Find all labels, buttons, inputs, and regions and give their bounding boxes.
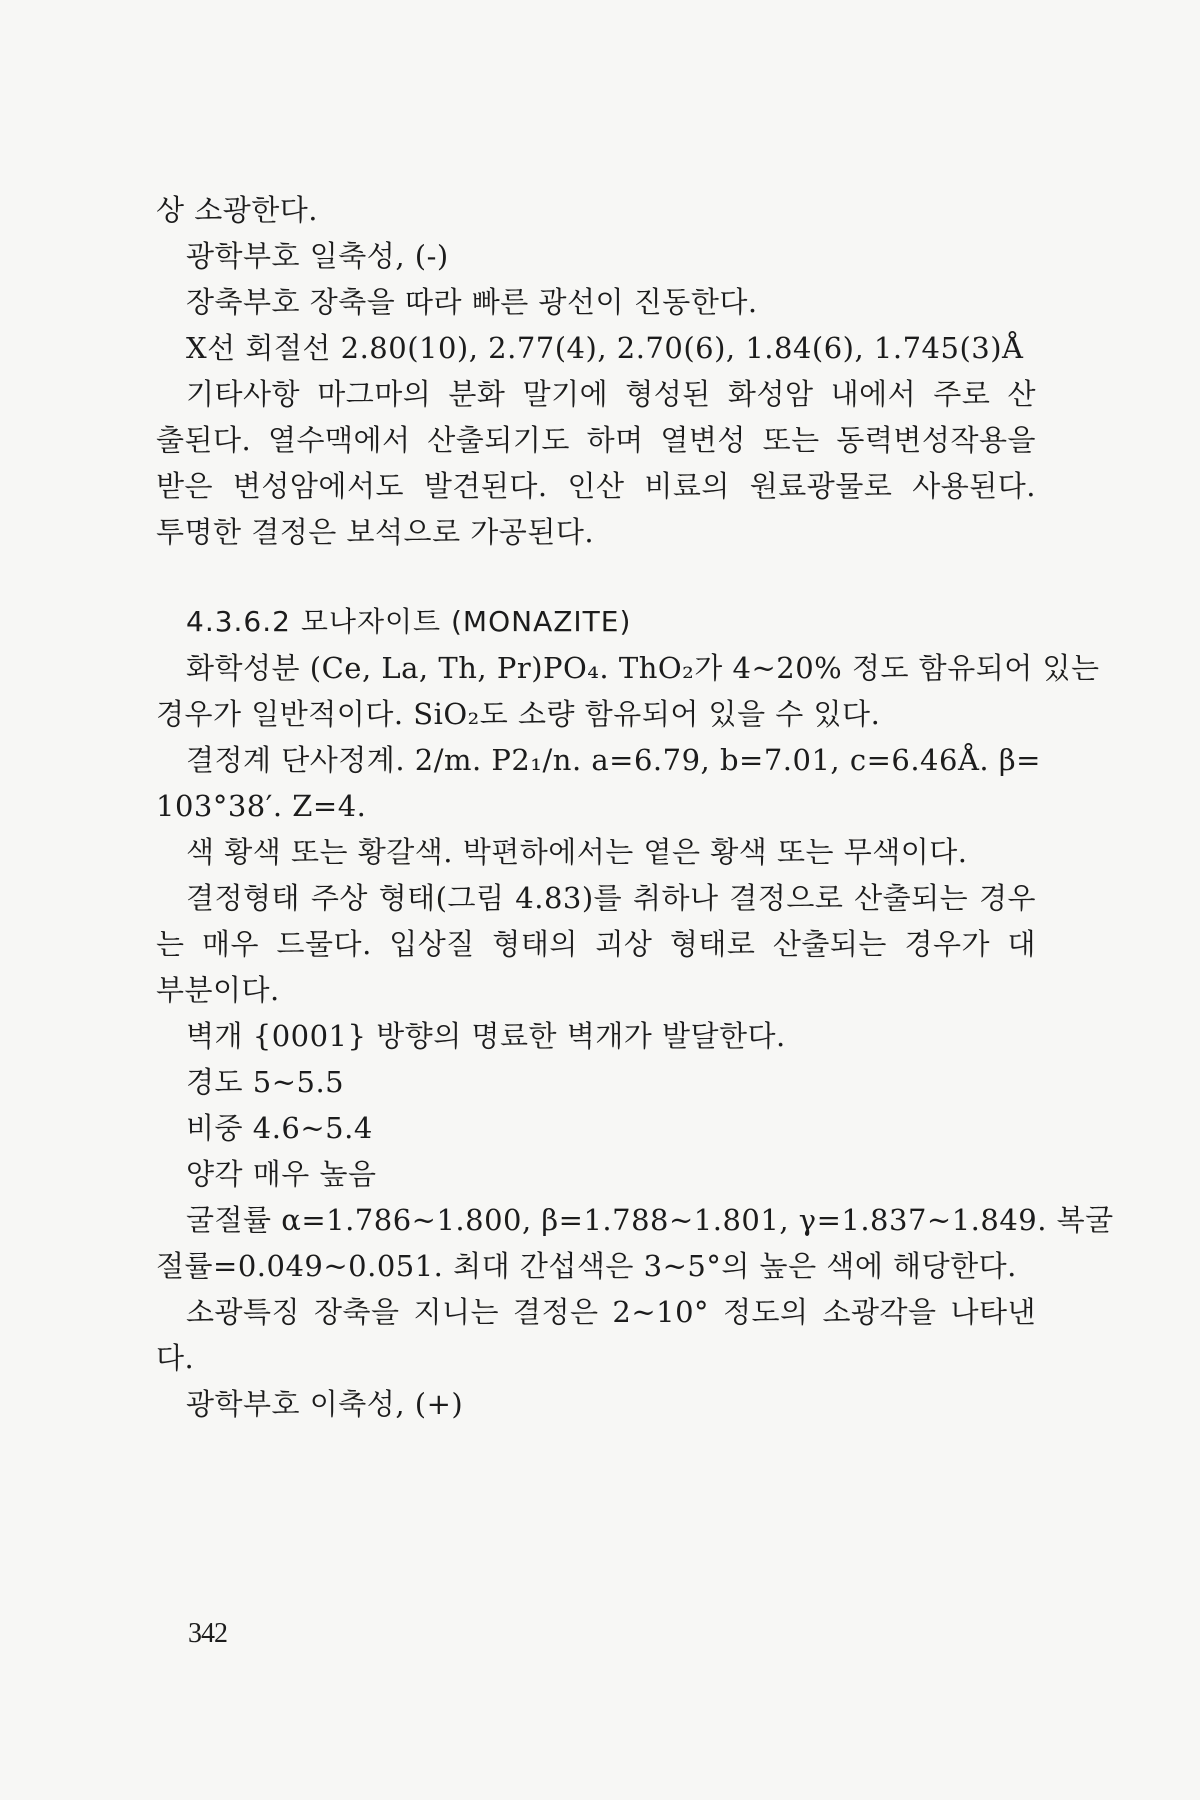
text-line-hardness: 경도 5~5.5 (186, 1065, 345, 1099)
text-line-cleavage: 벽개 {0001} 방향의 명료한 벽개가 발달한다. (186, 1019, 786, 1053)
text-line-refractive-1: 굴절률 α=1.786~1.800, β=1.788~1.801, γ=1.837~1.849. 복굴 (186, 1203, 1114, 1237)
text-line-habit-1: 결정형태 주상 형태(그림 4.83)를 취하나 결정으로 산출되는 경우 (186, 881, 1036, 915)
text-line-habit-2: 는 매우 드물다. 입상질 형태의 괴상 형태로 산출되는 경우가 대 (156, 927, 1036, 961)
text-line-composition-2: 경우가 일반적이다. SiO₂도 소량 함유되어 있을 수 있다. (156, 697, 881, 731)
text-line-notes-1: 기타사항 마그마의 분화 말기에 형성된 화성암 내에서 주로 산 (186, 377, 1036, 411)
text-line-color: 색 황색 또는 황갈색. 박편하에서는 옅은 황색 또는 무색이다. (186, 835, 968, 869)
text-line-xray: X선 회절선 2.80(10), 2.77(4), 2.70(6), 1.84(6), 1.745(3)Å (186, 331, 1024, 365)
text-line-optical-sign: 광학부호 일축성, (-) (186, 239, 449, 273)
text-line-extinction-1: 소광특징 장축을 지니는 결정은 2~10° 정도의 소광각을 나타낸 (186, 1295, 1036, 1329)
text-line-1: 상 소광한다. (156, 193, 319, 227)
page-number: 342 (188, 1618, 227, 1649)
text-line-crystal-system-1: 결정계 단사정계. 2/m. P2₁/n. a=6.79, b=7.01, c=6.46Å. β= (186, 743, 1041, 777)
section-heading: 4.3.6.2 모나자이트 (MONAZITE) (186, 605, 632, 638)
text-line-optical-sign-2: 광학부호 이축성, (+) (186, 1387, 464, 1421)
text-line-habit-3: 부분이다. (156, 973, 280, 1007)
text-line-specific-gravity: 비중 4.6~5.4 (186, 1111, 373, 1145)
text-line-elongation: 장축부호 장축을 따라 빠른 광선이 진동한다. (186, 285, 758, 319)
text-line-relief: 양각 매우 높음 (186, 1157, 377, 1191)
text-line-composition-1: 화학성분 (Ce, La, Th, Pr)PO₄. ThO₂가 4~20% 정도 함유되어 있는 (186, 651, 1100, 685)
text-line-notes-4: 투명한 결정은 보석으로 가공된다. (156, 515, 595, 549)
text-line-crystal-system-2: 103°38′. Z=4. (156, 789, 367, 823)
text-line-notes-3: 받은 변성암에서도 발견된다. 인산 비료의 원료광물로 사용된다. (156, 469, 1036, 503)
text-line-refractive-2: 절률=0.049~0.051. 최대 간섭색은 3~5°의 높은 색에 해당한다. (156, 1249, 1017, 1283)
text-line-notes-2: 출된다. 열수맥에서 산출되기도 하며 열변성 또는 동력변성작용을 (156, 423, 1036, 457)
text-line-extinction-2: 다. (156, 1341, 195, 1375)
